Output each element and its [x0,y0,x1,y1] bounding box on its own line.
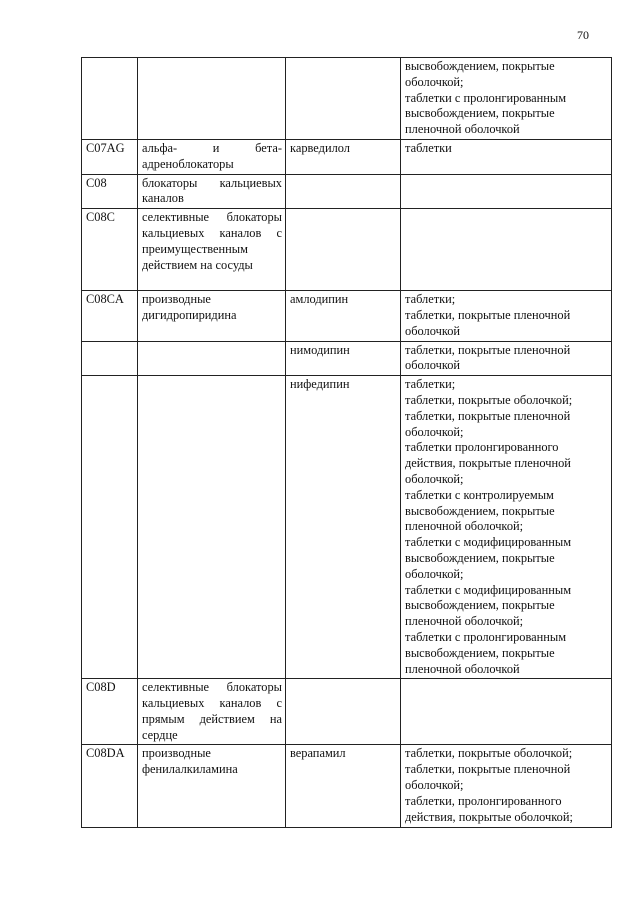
drug-cell: верапамил [286,745,401,828]
form-item: таблетки с контролируемым высвобождением, покрытые пленочной оболочкой; [405,487,555,534]
drug-cell [286,209,401,291]
form-item: таблетки, покрытые пленочной оболочкой [405,342,571,373]
group-cell: блокаторы кальциевых каналов [138,174,286,209]
form-item: таблетки, покрытые пленочной оболочкой; [405,762,571,793]
group-cell: производные фенилалкиламина [138,745,286,828]
form-item: таблетки [405,140,452,155]
atc-code-cell: C08DA [82,745,138,828]
drug-cell [286,58,401,140]
drug-cell [286,174,401,209]
drug-cell: нимодипин [286,341,401,376]
table-row [82,341,612,376]
form-item: таблетки, покрытые оболочкой; [405,392,573,407]
atc-code-cell: C08CA [82,291,138,341]
group-cell: селективные блокаторы кальциевых каналов с преимущественным действием на сосуды [138,209,286,291]
table-row [82,376,612,679]
forms-cell [401,376,612,679]
medication-table [81,57,612,828]
form-item: таблетки пролонгированного действия, покрытые пленочной оболочкой; [405,440,571,486]
forms-cell [401,209,612,291]
form-item: таблетки, покрытые пленочной оболочкой [405,307,571,338]
drug-cell: амлодипин [286,291,401,341]
forms-cell [401,679,612,745]
group-cell [138,58,286,140]
form-item: таблетки, пролонгированного действия, покрытые оболочкой; [405,793,573,824]
atc-code-cell: C08D [82,679,138,745]
table-row [82,679,612,745]
table-row [82,209,612,291]
table-row [82,745,612,828]
table-row [82,58,612,140]
group-cell: производные дигидропиридина [138,291,286,341]
forms-cell [401,291,612,341]
atc-code-cell: C07AG [82,139,138,174]
group-cell: альфа- и бета-адреноблокаторы [138,139,286,174]
drug-cell: нифедипин [286,376,401,679]
forms-cell [401,58,612,140]
atc-code-cell [82,376,138,679]
atc-code-cell: C08C [82,209,138,291]
table-row [82,139,612,174]
form-item: таблетки с пролонгированным высвобождением, покрытые пленочной оболочкой [405,90,567,137]
forms-cell [401,745,612,828]
atc-code-cell: C08 [82,174,138,209]
drug-cell [286,679,401,745]
form-item: таблетки, покрытые пленочной оболочкой; [405,408,571,439]
form-item: таблетки с пролонгированным высвобождением, покрытые пленочной оболочкой [405,629,567,676]
table-row [82,291,612,341]
form-item: таблетки с модифицированным высвобождением, покрытые оболочкой; [405,535,572,581]
form-item: таблетки, покрытые оболочкой; [405,746,573,761]
forms-cell [401,341,612,376]
form-item: таблетки; [405,292,456,307]
atc-code-cell [82,341,138,376]
table-row [82,174,612,209]
forms-cell [401,174,612,209]
group-cell [138,341,286,376]
form-item: высвобождением, покрытые оболочкой; [405,59,555,89]
form-item: таблетки с модифицированным высвобождением, покрытые пленочной оболочкой; [405,582,572,629]
forms-cell [401,139,612,174]
form-item: таблетки; [405,377,456,392]
drug-cell: карведилол [286,139,401,174]
group-cell [138,376,286,679]
atc-code-cell [82,58,138,140]
group-cell: селективные блокаторы кальциевых каналов с прямым действием на сердце [138,679,286,745]
page-number: 70 [577,28,589,42]
